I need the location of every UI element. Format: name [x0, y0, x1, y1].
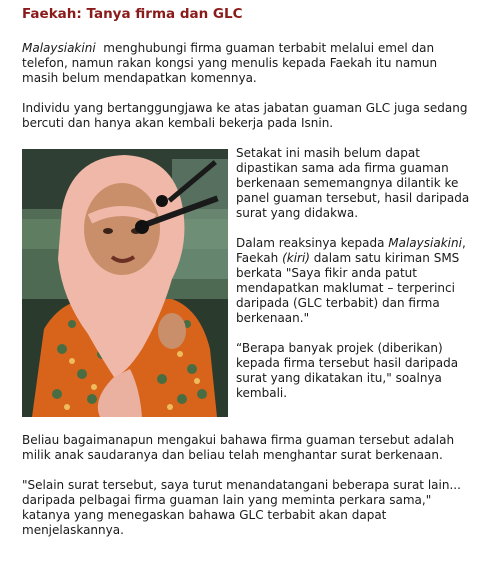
paragraph-3: Beliau bagaimanapun mengakui bahawa firma guaman tersebut adalah milik anak saudaranya dan beliau telah menghantar surat berkenaan. [22, 433, 455, 462]
side-paragraph-1: Setakat ini masih belum dapat dipastikan sama ada firma guaman berkenaan sememangnya dilantik ke panel guaman tersebut, hasil daripada surat yang didakwa. [236, 146, 470, 220]
photo-position-note: (kiri) [282, 251, 310, 265]
article-title: Faekah: Tanya firma dan GLC [22, 6, 243, 22]
paragraph-1 [22, 41, 477, 86]
speaker-photo-image [22, 149, 228, 417]
side-paragraph-3: “Berapa banyak projek (diberikan) kepada firma tersebut hasil daripada surat yang dikatakan itu," soalnya kembali. [236, 341, 459, 400]
paragraph-1-text: menghubungi firma guaman terbabit melalui emel dan telefon, namun rakan kongsi yang menulis kepada Faekah itu namun masih belum mendapatkan komennya. [22, 41, 441, 85]
side-paragraph-2-c: dalam satu kiriman SMS berkata "Saya fikir anda patut mendapatkan maklumat – terperinci daripada (GLC terbabit) dan firma berkenaan." [236, 251, 464, 325]
side-paragraph-2 [236, 236, 477, 326]
publication-name: Malaysiakini [22, 41, 96, 55]
speaker-photo [22, 149, 228, 417]
publication-name: Malaysiakini [388, 236, 462, 250]
article [22, 6, 477, 553]
side-paragraph-2-a: Dalam reaksinya kepada [236, 236, 389, 250]
photo-row [22, 146, 477, 417]
paragraph-4: "Selain surat tersebut, saya turut menandatangani beberapa surat lain... daripada pelbagai firma guaman lain yang meminta perkara sama," katanya yang menegaskan bahawa GLC terbabit akan dapat menjelaskannya. [22, 478, 461, 537]
paragraph-2: Individu yang bertanggungjawa ke atas jabatan guaman GLC juga sedang bercuti dan hanya akan kembali bekerja pada Isnin. [22, 101, 468, 130]
photo-side-text [236, 146, 477, 401]
side-paragraph-2-b: , Faekah [236, 236, 470, 265]
